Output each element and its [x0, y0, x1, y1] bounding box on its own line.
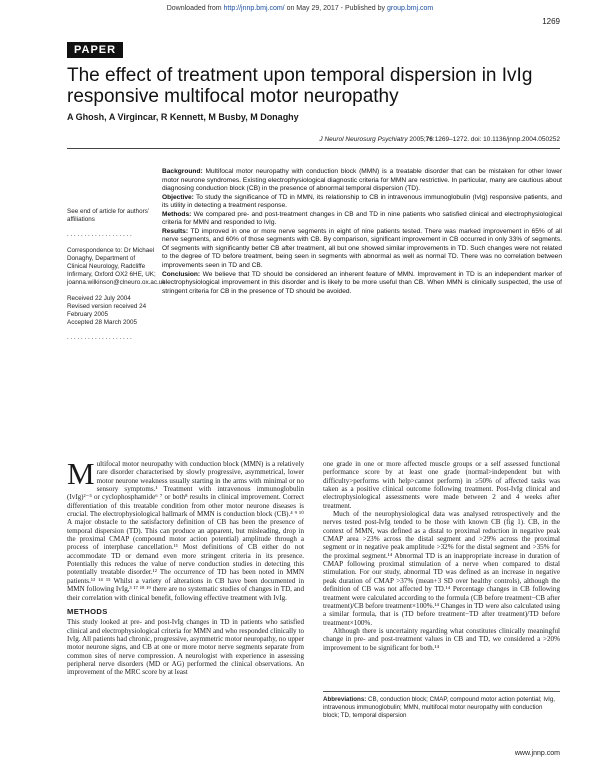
- download-note-prefix: Downloaded from: [166, 5, 224, 12]
- abstract-results-label: Results:: [162, 227, 189, 235]
- download-note: [0, 5, 600, 12]
- journal-name: J Neurol Neurosurg Psychiatry: [319, 136, 408, 143]
- threshold-paragraph: Although there is uncertainty regarding what constitutes clinically meaningful change in pre- and post-treatment values in CB and TD, we considered a >20% improvement to be significant for both.¹⁴: [323, 626, 560, 652]
- abstract-objective-text: To study the significance of TD in MMN, its relationship to CB in intravenous immunoglobulin (IvIg) responsive patients, and its utility in detecting a treatment response.: [162, 193, 562, 210]
- abstract-methods: [162, 211, 562, 228]
- body-column-right: [323, 460, 560, 652]
- abstract-objective-label: Objective:: [162, 193, 194, 201]
- abstract-methods-text: We compared pre- and post-treatment changes in CB and TD in nine patients who satisfied clinical and electrophysiological criteria for MMN and responded to IvIg.: [162, 210, 562, 227]
- download-note-middle: on May 29, 2017 - Published by: [284, 5, 387, 12]
- page-number: 1269: [542, 17, 560, 26]
- abstract-background-text: Multifocal motor neuropathy with conduction block (MMN) is a treatable disorder that can be mistaken for other lower motor neurone syndromes. Existing electrophysiological diagnostic criteria for MMN are restrictive. In particular, many are cautious about diagnosing conduction block (CB) in the presence of abnormal temporal dispersion (TD).: [162, 168, 562, 193]
- header-rule: [67, 148, 560, 149]
- methods-paragraph: This study looked at pre- and post-IvIg changes in TD in patients who satisfied clinical and electrophysiological criteria for MMN and who responded clinically to IvIg. All patients had chronic, progressive, asymmetric motor neuropathy, no upper motor neurone signs, and CB at one or more motor nerve segments separate from common sites of nerve compression. A neurologist with experience in assessing peripheral nerve disorders (MD or AG) performed the clinical observations. An improvement of the MRC score by at least: [67, 618, 304, 677]
- site-link[interactable]: http://jnnp.bmj.com/: [223, 5, 285, 12]
- intro-text: ultifocal motor neuropathy with conduction block (MMN) is a relatively rare disorder characterised by slowly progressive, asymmetrical, lower motor neurone weakness usually starting in the arms with minimal or no sensory symptoms.¹ Treatment with intravenous immunoglobulin (IvIg)²⁻⁵ or cyclophosphamide⁶ ⁷ or both⁸ results in clinical improvement. Correct differentiation of this treatable condition from other motor neurone diseases is crucial. The electrophysiological hallmark of MMN is conduction block (CB).⁴ ⁹ ¹⁰ A major obstacle to the satisfactory definition of CB has been the presence of temporal dispersion (TD). This can produce an apparent, but misleading, drop in the proximal CMAP (compound motor action potential) amplitude through a process of interphase cancellation.¹¹ Most definitions of CB either do not accommodate TD or demand even more stringent criteria in its presence. Potentially this reduces the value of nerve conduction studies in detecting this potentially treatable disorder.¹² The occurrence of TD has been noted in MMN patients.¹³ ¹⁴ ¹⁵ Whilst a variety of alterations in CB have been documented in MMN following IvIg,³ ¹⁷ ¹⁸ ¹⁹ there are no systematic studies of changes in TD, and their correlation with clinical benefit, following effective treatment with IvIg.: [67, 460, 304, 602]
- outcome-paragraph: one grade in one or more affected muscle groups or a self assessed functional performance score by at least one grade (normal>independent but with difficulty>performs with help>cannot perform) in ≥50% of affected tasks was taken as a positive clinical outcome following treatment. Post-IvIg clinical and electrophysiological assessments were made between 2 and 4 weeks after treatment.: [323, 460, 560, 510]
- citation-pages-doi: :1269–1272. doi: 10.1136/jnnp.2004.050252: [432, 136, 560, 143]
- revised-date: Revised version received 24 February 2005: [67, 302, 147, 319]
- sidebar-divider-bottom: . . . . . . . . . . . . . . . . . . .: [67, 334, 132, 342]
- abbreviations-text: CB, conduction block; CMAP, compound motor action potential; IvIg, intravenous immunoglobulin; MMN, multifocal motor neuropathy with conduction block; TD, temporal dispersion: [323, 696, 556, 719]
- accepted-date: Accepted 28 March 2005: [67, 319, 138, 327]
- sidebar-notes: [67, 208, 166, 350]
- footer-url[interactable]: www.jnnp.com: [514, 750, 560, 757]
- section-label: PAPER: [67, 42, 123, 58]
- intro-paragraph: [67, 456, 304, 602]
- methods-heading: METHODS: [67, 606, 108, 616]
- neurophysiology-paragraph: Much of the neurophysiological data was analysed retrospectively and the nerves tested post-IvIg tended to be those with known CB (fig 1). CB, in the context of MMN, was defined as a distal to proximal reduction in negative peak CMAP area >23% across the distal segment and >29% across the proximal segment or in negative peak amplitude >32% for the distal segment and >35% for the proximal segment.¹⁴ Abnormal TD is an inappropriate increase in duration of CMAP following proximal stimulation of a nerve when compared to distal stimulation. For our study, abnormal TD was defined as an increase in negative peak duration of CMAP >37% (mean+3 SD over healthy controls), although the definition of CB was not affected by TD.¹⁴ Percentage changes in CB following treatment were calculated according to the formula (CB before treatment−CB after treatment)/CB before treatment×100%.¹⁴ Changes in TD were also calculated using a similar formula, that is (TD before treatment−TD after treatment)/TD before treatment×100%.: [323, 510, 560, 627]
- publisher-link[interactable]: group.bmj.com: [386, 5, 434, 12]
- article-title: The effect of treatment upon temporal dispersion in IvIg responsive multifocal motor neuropathy: [67, 65, 533, 107]
- abstract-background: [162, 168, 562, 194]
- received-date: Received 22 July 2004: [67, 294, 131, 302]
- author-list: A Ghosh, A Virgincar, R Kennett, M Busby, M Donaghy: [67, 112, 299, 122]
- abstract-background-label: Background:: [162, 168, 203, 175]
- abbreviations-label: Abbreviations:: [323, 696, 367, 703]
- abstract-methods-label: Methods:: [162, 210, 192, 218]
- abstract-objective: [162, 194, 562, 211]
- abstract-conclusion-text: We believe that TD should be considered an inherent feature of MMN. Improvement in TD is an independent marker of electrophysiological improvement in this disorder and is likely to be more useful than CB. When MMN is clinically suspected, the use of stringent criteria for CB in the presence of TD should be avoided.: [162, 270, 562, 295]
- affiliations-note: See end of article for authors’ affiliations: [67, 208, 150, 224]
- body-column-left: [67, 456, 304, 677]
- drop-cap: M: [67, 456, 95, 491]
- citation-year: 2005;: [407, 136, 426, 143]
- abstract-results-text: TD improved in one or more nerve segments in eight of nine patients tested. There was marked improvement in 65% of all nerve segments, and 60% of those segments with CB. By comparison, significant improvement in CB occurred in only 33% of segments. Of segments with significantly better CB after treatment, all but one showed similar improvements in TD. Such changes were not related to the degree of TD before treatment, being seen in segments with abnormal as well as normal TD. There was no correlation between improvements seen in TD and CB.: [162, 227, 562, 270]
- correspondence-note: Correspondence to: Dr Michael Donaghy, Department of Clinical Neurology, Radcliffe Infirmary, Oxford OX2 6HE, UK; joanna.wilkinson@clneuro.ox.ac.uk: [67, 246, 166, 287]
- abstract-conclusion: [162, 271, 562, 297]
- abbreviations-box: [323, 691, 560, 720]
- abstract-results: [162, 228, 562, 271]
- abstract: [162, 168, 562, 296]
- abstract-conclusion-label: Conclusion:: [162, 270, 201, 278]
- citation-line: [319, 136, 560, 143]
- sidebar-divider: . . . . . . . . . . . . . . . . . . .: [67, 231, 132, 239]
- citation-volume: 76: [425, 136, 433, 143]
